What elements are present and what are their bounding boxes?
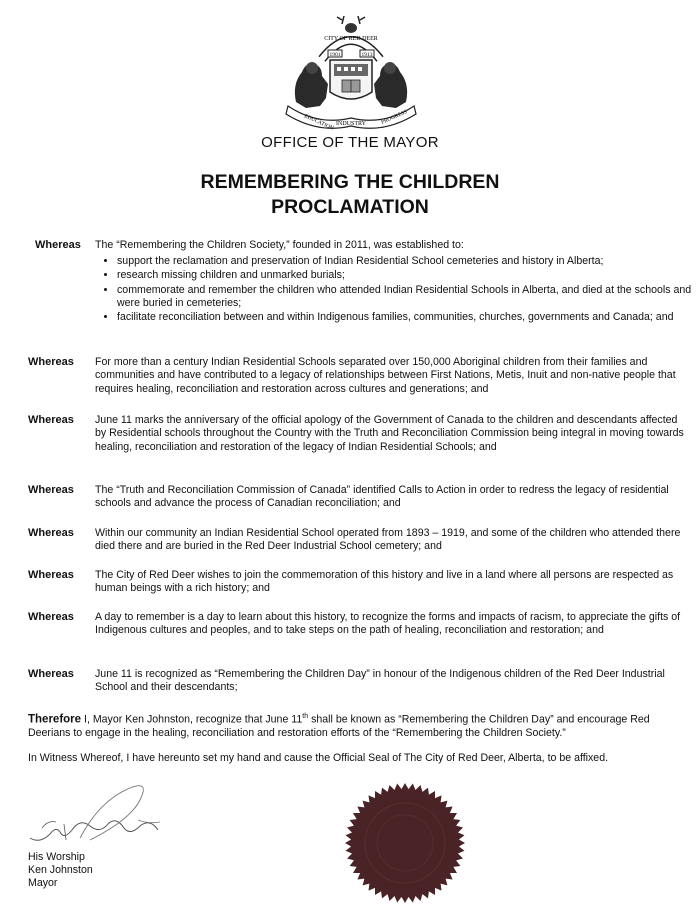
therefore-label: Therefore [28,713,82,726]
title-line-1: REMEMBERING THE CHILDREN [200,171,500,193]
clause-text: Within our community an Indian Residential School operated from 1893 – 1919, and some of the children who attended there died there and are buried in the Red Deer Industrial School cemetery; and [95,527,681,553]
official-seal [340,782,470,904]
therefore-text-before: I, Mayor Ken Johnston, recognize that June 11 [84,713,303,726]
signature [20,780,170,850]
crest-year-right: 1913 [361,52,373,58]
signer-name: Ken Johnston [28,864,93,876]
whereas-label: Whereas [28,484,74,496]
crest-motto-left: EDUCATION [303,113,335,130]
clause-text: The City of Red Deer wishes to join the commemoration of this history and live in a land where all persons are respected as human beings with a rich history; and [95,569,674,595]
whereas-label: Whereas [28,527,74,539]
clause-1-bullet-list [95,255,700,325]
crest-year-left: 1901 [329,52,341,58]
seal-icon [340,782,470,904]
signer-block [28,851,93,890]
title-line-2: PROCLAMATION [271,196,429,218]
whereas-label: Whereas [28,668,74,680]
clause-text: The “Truth and Reconciliation Commission of Canada” identified Calls to Action in order to redress the legacy of residential schools and advance the process of Canadian reconciliation; and [95,484,669,510]
clause-text: A day to remember is a day to learn about this history, to recognize the forms and impacts of racism, to appreciate the gifts of Indigenous cultures and peoples, and to take steps on the path of healing, reconciliation and restoration; and [95,611,681,637]
clause-text: For more than a century Indian Residential Schools separated over 150,000 Aboriginal children from their families and communities and have contributed to a legacy of relationships between First Nations, Metis, Inuit and non-native people that requires healing, reconciliation and restoration across cultures and generations; and [95,356,676,395]
signer-title: His Worship [28,851,85,863]
office-heading: OFFICE OF THE MAYOR [261,134,439,151]
whereas-label: Whereas [28,414,74,426]
crest-city-name: CITY OF RED DEER [324,36,378,42]
clause-1-intro: The “Remembering the Children Society,” founded in 2011, was established to: [95,239,464,251]
city-crest [282,14,420,130]
crest-motto-right: PROGRESS [380,109,409,126]
whereas-label: Whereas [28,356,74,368]
witness-statement: In Witness Whereof, I have hereunto set my hand and cause the Official Seal of The City of Red Deer, Alberta, to be affixed. [28,752,609,764]
list-item: • commemorate and remember the children who attended Indian Residential Schools in Alberta, and died at the schools and were buried in cemeteries; [117,284,700,311]
list-item: • support the reclamation and preservation of Indian Residential School cemeteries and history in Alberta; [117,255,700,268]
crest-motto-center: INDUSTRY [335,121,367,127]
whereas-label: Whereas [35,239,81,251]
therefore-text-after: shall be known as “Remembering the Children Day” and encourage Red Deerians to engage in the healing, reconciliation and restoration efforts of the “Remembering the Children Society.” [28,713,650,739]
proclamation-title [0,170,700,220]
whereas-label: Whereas [28,569,74,581]
signature-icon [20,780,170,850]
therefore-clause [28,710,688,740]
crest-icon [282,14,420,130]
list-item: • research missing children and unmarked burials; [117,269,700,282]
list-item: • facilitate reconciliation between and within Indigenous families, communities, churches, governments and Canada; and [117,311,700,324]
signer-role: Mayor [28,877,58,889]
therefore-superscript: th [302,713,309,720]
whereas-label: Whereas [28,611,74,623]
clause-text: June 11 marks the anniversary of the official apology of the Government of Canada to the children and descendants affected by Residential schools throughout the Country with the Truth and Reconciliation Commission being integral in moving towards healing, reconciliation and restoration of the legacy of Indian Residential Schools; and [95,414,684,453]
clause-text: June 11 is recognized as “Remembering the Children Day” in honour of the Indigenous children of the Red Deer Industrial School and their descendants; [95,668,665,694]
